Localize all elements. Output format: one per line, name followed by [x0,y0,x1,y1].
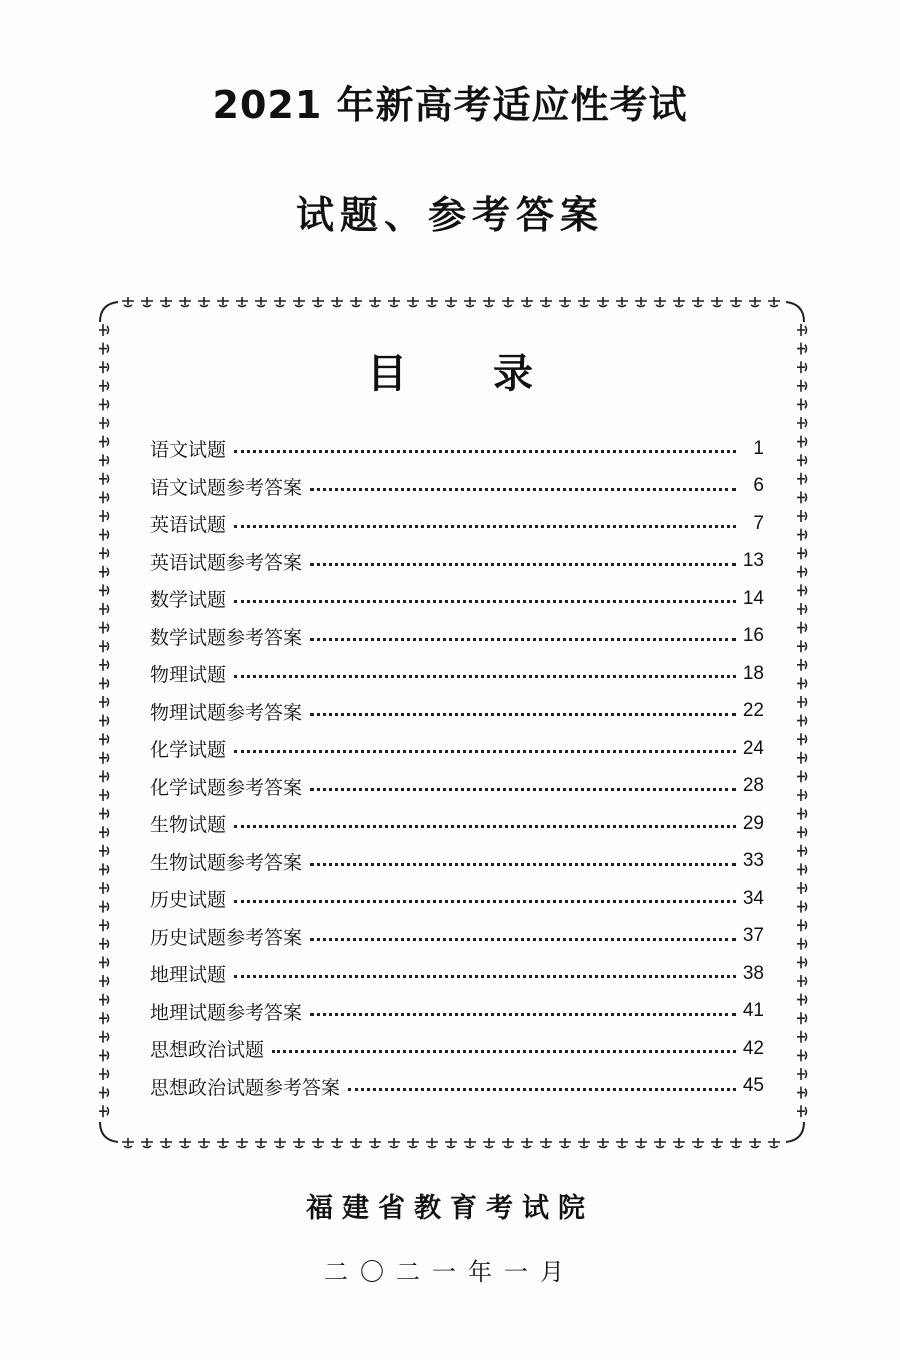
border-ornament [198,297,210,307]
border-ornament [797,324,807,336]
border-ornament [797,510,807,522]
document-title: 2021 年新高考适应性考试 [212,83,688,127]
toc-entry-page: 16 [742,625,764,647]
toc-entry-label: 英语试题 [150,514,227,537]
border-ornament [673,297,685,307]
border-ornament [99,994,109,1006]
border-ornament [236,1138,248,1148]
border-ornament [99,398,109,410]
border-ornament [797,975,807,987]
border-ornament [198,1138,210,1148]
border-ornament [350,297,362,307]
toc-entry-page: 13 [742,550,764,572]
border-ornament [692,1138,704,1148]
toc-entry[interactable] [150,430,764,468]
toc-leader-dots [310,788,736,791]
toc-leader-dots [272,1050,736,1053]
toc-entry-page: 7 [753,512,764,534]
toc-leader-dots [234,525,736,528]
toc-entry[interactable] [150,580,764,618]
border-ornament [616,297,628,307]
border-ornament [797,659,807,671]
border-ornament [797,901,807,913]
border-ornament [483,1138,495,1148]
border-ornament [99,417,109,429]
toc-leader-dots [310,863,736,866]
toc-entry-label: 数学试题参考答案 [150,626,303,649]
border-ornament [597,1138,609,1148]
border-ornament [654,297,666,307]
border-ornament [797,1068,807,1080]
toc-leader-dots [310,713,736,716]
toc-entry[interactable] [150,805,764,843]
border-ornament [369,1138,381,1148]
toc-entry-page: 14 [742,587,764,609]
toc-entry[interactable] [150,730,764,768]
border-ornament [749,1138,761,1148]
toc-entry[interactable] [150,768,764,806]
border-ornament [99,677,109,689]
border-ornament [797,454,807,466]
toc-entry-label: 语文试题 [150,439,227,462]
toc-entry-page: 41 [742,1000,764,1022]
border-ornament [797,808,807,820]
border-ornament [99,789,109,801]
border-ornament [464,297,476,307]
border-ornament [99,696,109,708]
border-ornament [797,547,807,559]
border-ornament [797,938,807,950]
border-ornament [99,566,109,578]
border-ornament [797,696,807,708]
toc-entry-label: 地理试题参考答案 [150,1001,303,1024]
toc-leader-dots [234,750,736,753]
border-ornament [179,297,191,307]
toc-leader-dots [310,638,736,641]
border-ornament [99,826,109,838]
border-ornament [99,324,109,336]
border-ornament [797,584,807,596]
border-ornament [797,529,807,541]
border-ornament [99,547,109,559]
border-ornament [99,938,109,950]
border-ornament [797,566,807,578]
border-ornament [99,436,109,448]
border-ornament [99,510,109,522]
border-ornament [502,297,514,307]
border-ornament [730,297,742,307]
toc-entry-page: 33 [742,850,764,872]
border-ornament [797,622,807,634]
toc-entry-label: 思想政治试题 [150,1039,265,1062]
corner-ornament-top-right [786,302,804,322]
toc-entry-label: 生物试题参考答案 [150,851,303,874]
border-ornament [768,1138,780,1148]
border-ornament [99,529,109,541]
border-ornament [369,297,381,307]
border-ornament [521,1138,533,1148]
border-ornament [597,297,609,307]
border-ornament [483,297,495,307]
border-ornament [635,297,647,307]
border-ornament [99,715,109,727]
border-ornament [797,863,807,875]
toc-entry-label: 英语试题参考答案 [150,551,303,574]
border-ornament [99,640,109,652]
toc-entry-page: 37 [742,925,764,947]
border-ornament [797,752,807,764]
border-ornament [99,584,109,596]
border-ornament [749,297,761,307]
border-ornament [578,297,590,307]
toc-leader-dots [234,900,736,903]
toc-leader-dots [234,975,736,978]
document-subtitle: 试题、参考答案 [295,192,604,237]
border-ornament [559,297,571,307]
toc-entry[interactable] [150,543,764,581]
toc-entry[interactable] [150,843,764,881]
border-ornament [797,956,807,968]
border-ornament [797,473,807,485]
border-ornament [179,1138,191,1148]
border-ornament [797,1087,807,1099]
border-ornament [99,1087,109,1099]
border-ornament [388,1138,400,1148]
border-ornament [578,1138,590,1148]
toc-leader-dots [310,488,736,491]
toc-leader-dots [234,450,736,453]
toc-entry-label: 思想政治试题参考答案 [150,1076,341,1099]
border-ornament [635,1138,647,1148]
border-ornament [711,1138,723,1148]
border-ornament [236,297,248,307]
border-ornament [217,1138,229,1148]
toc-entry[interactable] [150,693,764,731]
border-ornament [730,1138,742,1148]
border-ornament [797,417,807,429]
toc-leader-dots [234,825,736,828]
toc-entry-page: 42 [742,1037,764,1059]
border-ornament [797,845,807,857]
corner-ornament-bottom-left [100,1122,118,1142]
border-ornament [160,1138,172,1148]
border-ornament [407,297,419,307]
border-ornament [502,1138,514,1148]
toc-heading-char: 目 [367,351,407,397]
border-ornament [99,473,109,485]
toc-entry-label: 化学试题参考答案 [150,776,303,799]
border-ornament [464,1138,476,1148]
border-ornament [99,603,109,615]
toc-heading-char: 录 [493,351,533,397]
toc-entry-label: 物理试题参考答案 [150,701,303,724]
publication-date: 二〇二一年一月 [324,1258,576,1286]
toc-entry-label: 历史试题参考答案 [150,926,303,949]
toc-entry[interactable] [150,1030,764,1068]
toc-entry[interactable] [150,468,764,506]
border-ornament [99,901,109,913]
border-ornament [293,1138,305,1148]
border-ornament [559,1138,571,1148]
border-ornament [797,882,807,894]
border-ornament [797,603,807,615]
border-ornament [312,297,324,307]
toc-entry-label: 数学试题 [150,589,227,612]
toc-entry-label: 语文试题参考答案 [150,476,303,499]
border-ornament [99,863,109,875]
toc-entry-page: 45 [742,1075,764,1097]
border-ornament [797,398,807,410]
border-ornament [711,297,723,307]
toc-entry-page: 1 [753,437,764,459]
toc-entry-page: 22 [742,700,764,722]
toc-entry[interactable] [150,918,764,956]
border-ornament [797,770,807,782]
corner-ornament-bottom-right [786,1122,804,1142]
border-ornament [99,1068,109,1080]
toc-entry[interactable] [150,955,764,993]
toc-heading [0,342,900,399]
border-ornament [99,975,109,987]
border-ornament [99,752,109,764]
border-ornament [426,1138,438,1148]
border-ornament [99,808,109,820]
toc-entry-label: 物理试题 [150,664,227,687]
border-ornament [160,297,172,307]
border-ornament [99,454,109,466]
border-ornament [122,1138,134,1148]
border-ornament [407,1138,419,1148]
border-ornament [99,659,109,671]
border-ornament [99,956,109,968]
border-ornament [797,1049,807,1061]
border-ornament [540,297,552,307]
toc-leader-dots [310,938,736,941]
toc-entry[interactable] [150,1068,764,1106]
toc-entry[interactable] [150,505,764,543]
border-ornament [122,297,134,307]
toc-entry[interactable] [150,993,764,1031]
toc-entry-page: 18 [742,662,764,684]
border-ornament [797,1031,807,1043]
border-ornament [99,1012,109,1024]
border-ornament [797,733,807,745]
border-ornament [673,1138,685,1148]
toc-entry-page: 24 [742,737,764,759]
toc-entry[interactable] [150,880,764,918]
toc-entry-label: 生物试题 [150,814,227,837]
toc-entry-page: 34 [742,887,764,909]
toc-entry-page: 29 [742,812,764,834]
border-ornament [797,919,807,931]
border-ornament [797,789,807,801]
border-ornament [312,1138,324,1148]
corner-ornament-top-left [100,302,118,322]
toc-leader-dots [310,563,736,566]
border-ornament [99,845,109,857]
border-ornament [797,994,807,1006]
border-ornament [274,297,286,307]
border-ornament [99,622,109,634]
border-ornament [99,1031,109,1043]
border-ornament [797,491,807,503]
border-ornament [445,297,457,307]
border-ornament [654,1138,666,1148]
border-ornament [797,1105,807,1117]
border-ornament [797,677,807,689]
border-ornament [350,1138,362,1148]
border-ornament [797,1012,807,1024]
border-ornament [99,770,109,782]
border-ornament [99,491,109,503]
publisher: 福建省教育考试院 [306,1193,594,1224]
border-ornament [99,733,109,745]
border-ornament [331,297,343,307]
border-ornament [616,1138,628,1148]
border-ornament [540,1138,552,1148]
toc-entry-label: 历史试题 [150,889,227,912]
border-ornament [768,297,780,307]
border-ornament [797,640,807,652]
border-ornament [521,297,533,307]
border-ornament [331,1138,343,1148]
toc-entry-page: 28 [742,775,764,797]
border-ornament [99,882,109,894]
border-ornament [692,297,704,307]
border-ornament [141,297,153,307]
toc-entry[interactable] [150,655,764,693]
border-ornament [797,436,807,448]
toc-leader-dots [234,675,736,678]
toc-entry-page: 38 [742,962,764,984]
border-ornament [293,297,305,307]
toc-leader-dots [234,600,736,603]
border-ornament [99,919,109,931]
border-ornament [255,1138,267,1148]
border-ornament [797,826,807,838]
border-ornament [217,297,229,307]
toc-entry[interactable] [150,618,764,656]
toc-entry-label: 化学试题 [150,739,227,762]
border-ornament [445,1138,457,1148]
toc-entry-label: 地理试题 [150,964,227,987]
border-ornament [141,1138,153,1148]
toc-leader-dots [348,1088,736,1091]
border-ornament [426,297,438,307]
toc-leader-dots [310,1013,736,1016]
border-ornament [99,1105,109,1117]
border-ornament [255,297,267,307]
border-ornament [99,1049,109,1061]
border-ornament [388,297,400,307]
border-ornament [797,715,807,727]
border-ornament [274,1138,286,1148]
toc-entry-page: 6 [753,475,764,497]
